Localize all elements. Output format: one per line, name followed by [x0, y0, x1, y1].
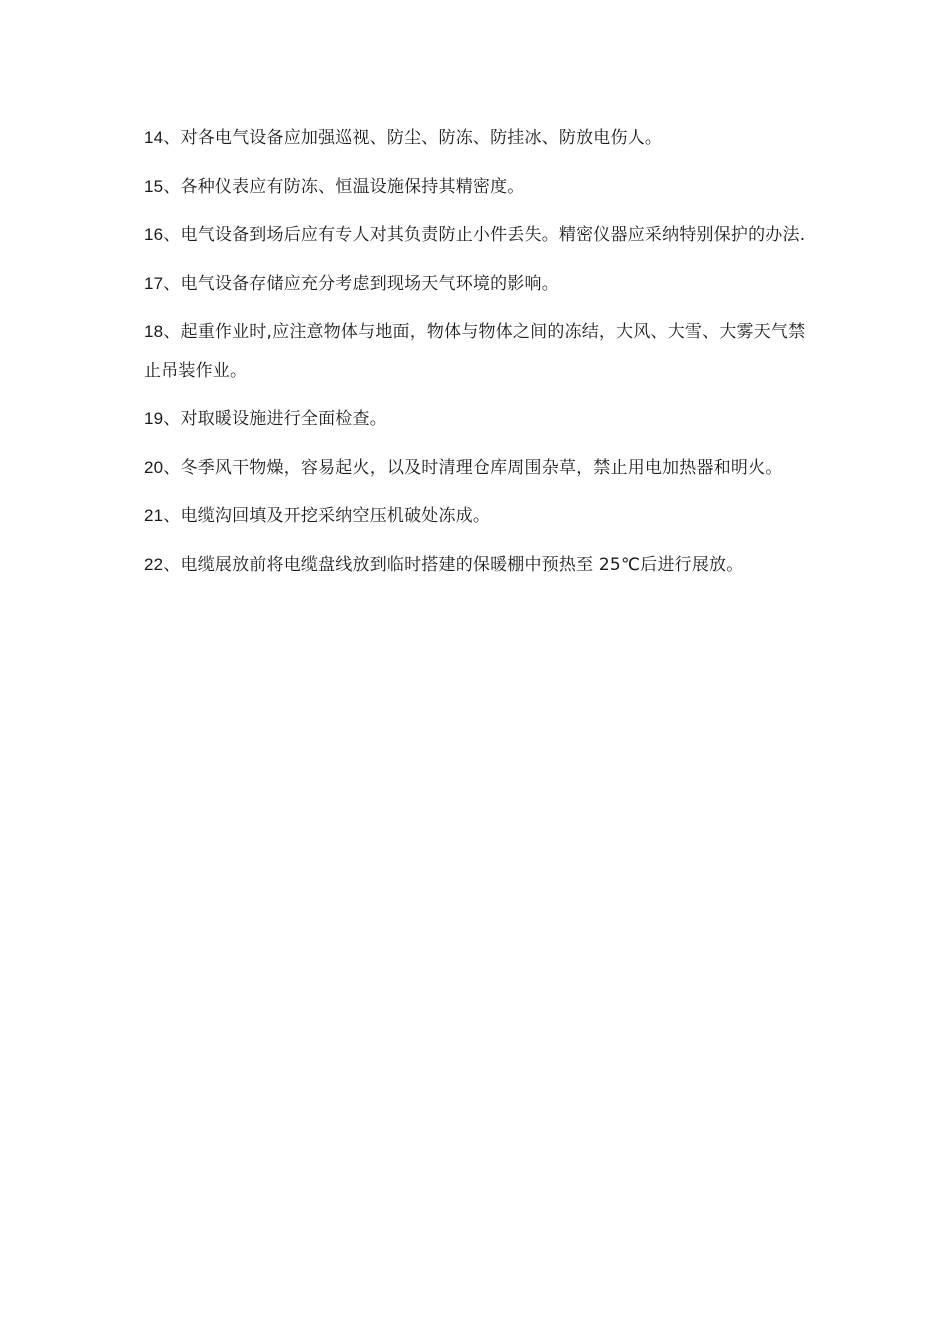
list-item	[144, 400, 816, 439]
item-text: 、对各电气设备应加强巡视、防尘、防冻、防挂冰、防放电伤人。	[163, 128, 663, 148]
item-number: 15	[144, 176, 164, 196]
item-number: 22	[144, 554, 164, 574]
item-text: 、电缆沟回填及开挖采纳空压机破处冻成。	[163, 506, 491, 526]
item-number: 17	[144, 273, 164, 293]
document-body	[144, 119, 816, 594]
list-item	[144, 265, 816, 304]
item-number: 20	[144, 457, 164, 477]
item-number: 18	[144, 322, 164, 341]
item-text: 、电气设备存储应充分考虑到现场天气环境的影响。	[163, 273, 559, 294]
item-text: 、起重作业时,应注意物体与地面，物体与物体之间的冻结，大风、大雪、大雾天气禁止吊装作业。	[144, 322, 806, 381]
list-item	[144, 449, 816, 488]
item-text: 、对取暖设施进行全面检查。	[163, 409, 387, 429]
list-item	[144, 546, 816, 585]
item-number: 21	[144, 506, 164, 525]
list-item	[144, 497, 816, 536]
list-item	[144, 168, 816, 207]
item-text: 、各种仪表应有防冻、恒温设施保持其精密度。	[163, 176, 525, 197]
item-text: 、电缆展放前将电缆盘线放到临时搭建的保暖棚中预热至 25℃后进行展放。	[163, 554, 744, 575]
item-number: 14	[144, 128, 164, 147]
item-text: 、电气设备到场后应有专人对其负责防止小件丢失。精密仪器应采纳特别保护的办法.	[163, 225, 806, 245]
list-item	[144, 119, 816, 158]
list-item	[144, 313, 816, 390]
item-text: 、冬季风干物燥，容易起火，以及时清理仓库周围杂草，禁止用电加热器和明火。	[163, 457, 783, 478]
list-item	[144, 216, 816, 255]
item-number: 19	[144, 409, 164, 428]
item-number: 16	[144, 225, 164, 244]
